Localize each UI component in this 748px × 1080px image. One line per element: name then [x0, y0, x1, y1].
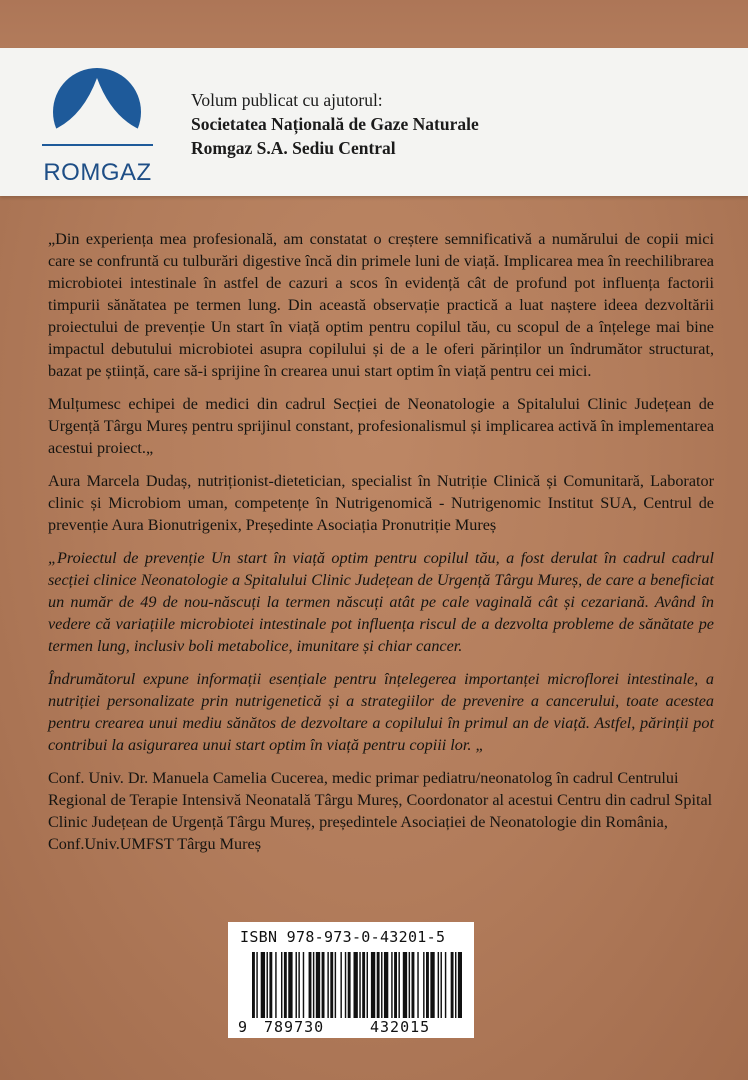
barcode-bar	[288, 952, 292, 1018]
barcode-bar	[303, 952, 304, 1018]
barcode	[252, 952, 462, 1018]
barcode-bar	[327, 952, 328, 1018]
barcode-bar	[430, 952, 434, 1018]
barcode-bar	[256, 952, 257, 1018]
isbn-label: ISBN 978-973-0-43201-5	[240, 928, 446, 946]
barcode-bar	[275, 952, 276, 1018]
quote-paragraph-3: „Proiectul de prevenție Un start în viață optim pentru copilul tău, a fost derulat în cadrul cadrul secției clinice Neonatologie a Spitalului Clinic Județean de Urgență Târgu Mureș, de care a beneficiat un număr de 49 de nou-născuți la termen născuți atât pe cale vaginală cât și cezariană. Având în vedere că variațiile microbiotei intestinale pot influența riscul de a dezvolta probleme de sănătate pe termen lung, inclusiv boli metabolice, imunitare și chiar cancer.	[48, 549, 714, 655]
barcode-bar	[296, 952, 297, 1018]
barcode-bar	[377, 952, 380, 1018]
barcode-bar	[298, 952, 299, 1018]
barcode-bar	[367, 952, 368, 1018]
barcode-bar	[417, 952, 418, 1018]
barcode-bar	[362, 952, 365, 1018]
sponsor-name-line1: Societatea Națională de Gaze Naturale	[191, 114, 479, 134]
barcode-bar	[438, 952, 439, 1018]
barcode-bar	[267, 952, 268, 1018]
barcode-bar	[261, 952, 265, 1018]
barcode-digit-first: 9	[238, 1018, 248, 1036]
endorsements	[48, 228, 714, 866]
barcode-bar	[445, 952, 446, 1018]
barcode-bar	[391, 952, 392, 1018]
barcode-bar	[384, 952, 388, 1018]
barcode-bar	[451, 952, 454, 1018]
barcode-bar	[359, 952, 360, 1018]
barcode-bar	[398, 952, 399, 1018]
barcode-bar	[381, 952, 382, 1018]
barcode-bar	[340, 952, 341, 1018]
barcode-bar	[284, 952, 287, 1018]
barcode-bar	[426, 952, 429, 1018]
barcode-bar	[281, 952, 282, 1018]
barcode-bar	[455, 952, 456, 1018]
sponsor-text	[191, 88, 479, 160]
romgaz-logo	[40, 64, 155, 190]
barcode-bar	[335, 952, 336, 1018]
barcode-bar	[423, 952, 424, 1018]
barcode-bar	[354, 952, 358, 1018]
barcode-bar	[458, 952, 462, 1018]
author-credit-1: Aura Marcela Dudaș, nutriționist-dietetician, specialist în Nutriție Clinică și Comunitară, Laborator clinic și Microbiom uman, competențe în Nutrigenomică - Nutrigenomic Institut SUA, Centrul de prevenție Aura Bionutrigenix, Președinte Asociația Pronutriție Mureș	[48, 472, 714, 534]
barcode-digits-group2: 432015	[370, 1018, 431, 1036]
quote-paragraph-1: „Din experiența mea profesională, am constatat o creștere semnificativă a numărului de copii mici care se confruntă cu tulburări digestive încă din primele luni de viață. Implicarea mea în reechilibrarea microbiotei intestinale în astfel de cazuri a scos în evidență cât de profund pot influența factorii timpurii sănătatea pe termen lung. Din această observație practică a luat naștere ideea dezvoltării proiectului de prevenție Un start în viață optim pentru copilul tău, cu scopul de a înțelege mai bine impactul debutului microbiotei asupra copilului și de a le oferi părinților un îndrumător structurat, bazat pe știință, care să-i sprijine în crearea unui start optim în viață pentru cei mici.	[48, 230, 714, 380]
barcode-bar	[345, 952, 346, 1018]
barcode-bar	[441, 952, 442, 1018]
barcode-bar	[252, 952, 255, 1018]
author-credit-2: Conf. Univ. Dr. Manuela Camelia Cucerea, medic primar pediatru/neonatolog în cadrul Centrului Regional de Terapie Intensivă Neonatală Târgu Mureș, Coordonator al acestui Centru din cadrul Spital Clinic Județean de Urgență Târgu Mureș, președintele Asociației de Neonatologie din România, Conf.Univ.UMFST Târgu Mureș	[48, 769, 713, 853]
quote-paragraph-2: Mulțumesc echipei de medici din cadrul Secției de Neonatologie a Spitalului Clinic Județean de Urgență Târgu Mureș pentru sprijinul constant, profesionalismul și implicarea activă în implementarea acestui proiect.„	[48, 395, 714, 457]
barcode-bar	[371, 952, 375, 1018]
barcode-digits-group1: 789730	[264, 1018, 325, 1036]
barcode-bar	[313, 952, 314, 1018]
sponsor-name-line2: Romgaz S.A. Sediu Central	[191, 138, 396, 158]
barcode-bar	[403, 952, 407, 1018]
barcode-bar	[330, 952, 333, 1018]
sponsor-intro: Volum publicat cu ajutorul:	[191, 90, 383, 110]
barcode-bar	[412, 952, 415, 1018]
barcode-bar	[309, 952, 312, 1018]
barcode-bar	[409, 952, 410, 1018]
sponsor-banner	[0, 48, 748, 196]
barcode-bar	[394, 952, 397, 1018]
logo-text: ROMGAZ	[43, 159, 152, 186]
isbn-barcode-box	[228, 922, 474, 1038]
romgaz-flame-icon	[40, 64, 155, 164]
barcode-bar	[269, 952, 272, 1018]
quote-paragraph-4: Îndrumătorul expune informații esențiale pentru înțelegerea importanței microflorei intestinale, a nutriției personalizate prin nutrigenetică și a strategiilor de prevenire a cancerului, toate acestea pentru crearea unui mediu sănătos de dezvoltare a copilului în primul an de viață. Astfel, părinții pot contribui la asigurarea unui start optim în viață pentru copiii lor. „	[48, 670, 714, 754]
barcode-bar	[348, 952, 351, 1018]
barcode-bar	[322, 952, 325, 1018]
barcode-bar	[316, 952, 320, 1018]
top-band	[0, 0, 748, 48]
